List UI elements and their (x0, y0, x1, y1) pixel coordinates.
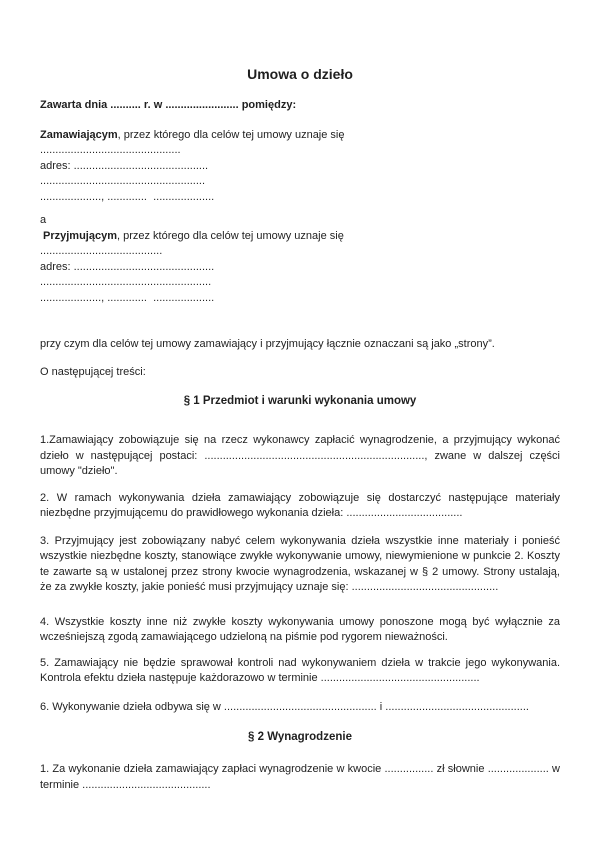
section1-paragraph-5: 5. Zamawiający nie będzie sprawował kontroli nad wykonywaniem dzieła w trakcie jego wykonywania. Kontrola efektu dzieła następuje każdorazowo w terminie .................................................... (40, 656, 560, 684)
party2-heading-rest: , przez którego dla celów tej umowy uznaje się (116, 229, 344, 242)
connector-word: a (40, 214, 47, 226)
section1-paragraph-2: 2. W ramach wykonywania dzieła zamawiający zobowiązuje się dostarczyć następujące materiały niezbędne przyjmującemu do prawidłowego wykonania dzieła: ...................................... (40, 491, 560, 519)
section1-paragraph-4: 4. Wszystkie koszty inne niż zwykłe koszty wykonywania umowy ponoszone mogą być wyłącznie za wcześniejszą zgodą zamawiającego udzieloną na piśmie pod rygorem nieważności. (40, 615, 560, 643)
intro-line: Zawarta dnia .......... r. w ........................ pomiędzy: (40, 99, 297, 111)
party1-heading (40, 128, 560, 144)
party1-fill-line-address2: ...................................................... (40, 175, 206, 187)
section2-paragraph-1: 1. Za wykonanie dzieła zamawiający zapłaci wynagrodzenie w kwocie ................ zł słownie .................... w terminie .......................................... (40, 763, 560, 791)
party2-fill-line-city-date: ...................., ............. .................... (40, 291, 215, 304)
party2-name: Przyjmującym (43, 229, 117, 242)
section1-paragraph-1: 1.Zamawiający zobowiązuje się na rzecz wykonawcy zapłacić wynagrodzenie, a przyjmujący wykonać dzieło w następującej postaci: ........................................................................, zwane w dalszej części umowy "dzieło". (40, 434, 560, 477)
party1-fill-line-name: .............................................. (40, 144, 181, 156)
section1-paragraph-6: 6. Wykonywanie dzieła odbywa się w .................................................. i ............................................... (40, 700, 529, 713)
section1-paragraph-3: 3. Przyjmujący jest zobowiązany nabyć celem wykonywania dzieła wszystkie inne materiały i ponieść wszystkie niezbędne koszty, stanowiące zwykłe wykonywanie umowy, niewymienione w punkcie 2. Koszty te zawarte są w ustalonej przez strony kwocie wynagrodzenia, wskazanej w § 2 umowy. Strony ustalają, że za zwykłe koszty, jakie ponieść musi przyjmujący uznaje się: ................................................ (40, 534, 560, 593)
document-title: Umowa o dzieło (247, 66, 353, 82)
party1-fill-line-city-date: ...................., ............. .................... (40, 190, 215, 203)
party1-fill-line-address: adres: ............................................ (40, 159, 209, 172)
party2-fill-line-address: adres: .............................................. (40, 260, 215, 273)
party2-fill-line-name: ........................................ (40, 245, 163, 257)
strony-clause: przy czym dla celów tej umowy zamawiający i przyjmujący łącznie oznaczani są jako „strony”. (40, 338, 495, 350)
party2-fill-line-address2: ........................................................ (40, 276, 212, 288)
preamble-line: O następującej treści: (40, 365, 146, 378)
party2-heading (40, 229, 560, 245)
party1-heading-rest: , przez którego dla celów tej umowy uznaje się (117, 128, 345, 141)
section1-heading: § 1 Przedmiot i warunki wykonania umowy (183, 395, 417, 407)
party1-name: Zamawiającym (40, 128, 118, 141)
section2-heading: § 2 Wynagrodzenie (248, 731, 352, 743)
